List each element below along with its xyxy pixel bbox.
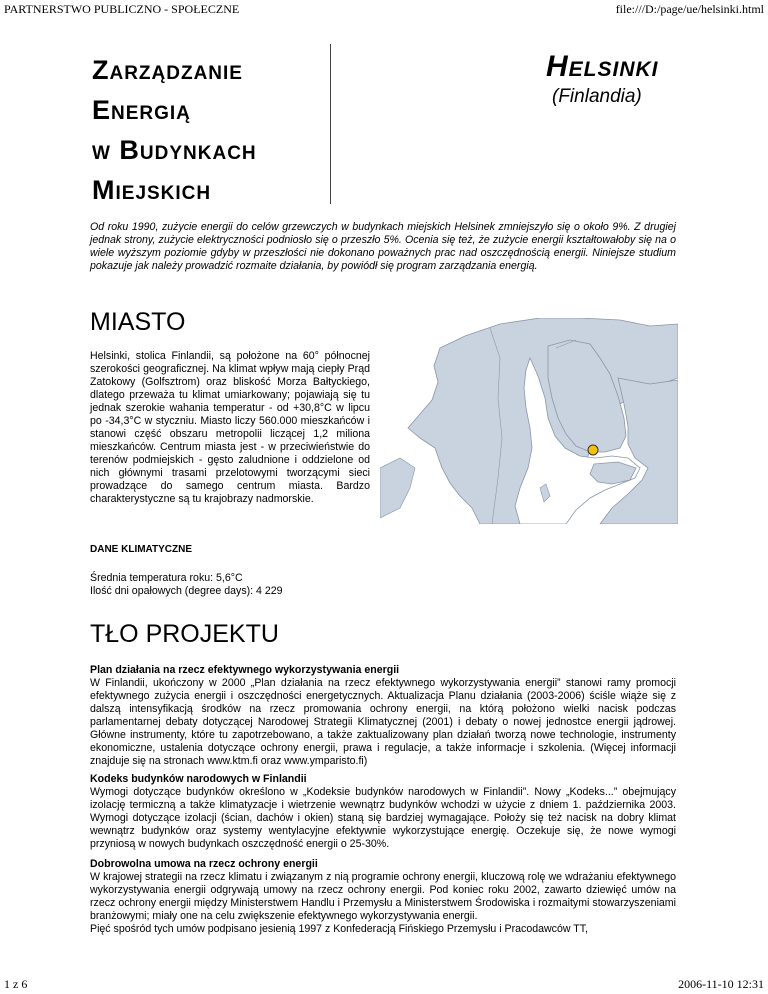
section-2-text: Wymogi dotyczące budynków określono w „Kodeksie budynków narodowych w Finlandii”. Nowy „Kodeks...” obejmujący izolację termiczną a także klimatyzacje i wietrzenie wewnątrz budynków wchodzi w użycie z dniem 1. października 2003. Wymogi dotyczące izolacji (ścian, dachów i okien) staną się bardziej wymagające. Położy się też nacisk na dobry klimat wewnątrz budynków oraz systemy wentylacyjne efektywnie wykorzystujące energię. Oczekuje się, że nowe wymogi przyniosą w nowych budynkach oszczędność energii o 25-30%. bbox=[90, 786, 676, 850]
project-heading: TŁO PROJEKTU bbox=[90, 620, 279, 648]
miasto-heading: MIASTO bbox=[90, 308, 186, 336]
climate-heading: DANE KLIMATYCZNE bbox=[90, 544, 193, 555]
title-line-3: w Budynkach bbox=[92, 135, 257, 165]
section-3-title: Dobrowolna umowa na rzecz ochrony energii bbox=[90, 858, 318, 870]
section-1-title: Plan działania na rzecz efektywnego wykorzystywania energii bbox=[90, 664, 400, 676]
climate-degree-days: Ilość dni opałowych (degree days): 4 229 bbox=[90, 585, 283, 597]
climate-avg-temp: Średnia temperatura roku: 5,6°C bbox=[90, 572, 243, 584]
print-timestamp: 2006-11-10 12:31 bbox=[678, 977, 764, 991]
project-section-1 bbox=[90, 664, 676, 768]
project-section-3 bbox=[90, 858, 676, 936]
country-name: (Finlandia) bbox=[552, 86, 642, 107]
title-divider bbox=[330, 44, 331, 204]
climate-data bbox=[90, 572, 283, 598]
print-header-url: file:///D:/page/ue/helsinki.html bbox=[615, 2, 764, 16]
helsinki-marker bbox=[588, 445, 598, 455]
city-name: Helsinki bbox=[546, 50, 659, 83]
section-2-title: Kodeks budynków narodowych w Finlandii bbox=[90, 773, 307, 785]
title-line-2: Energią bbox=[92, 95, 191, 125]
section-3-text-continued: Pięć spośród tych umów podpisano jesienią 1997 z Konfederacją Fińskiego Przemysłu i Pracodawców TT, bbox=[90, 923, 588, 935]
scandinavia-map bbox=[380, 318, 678, 524]
print-header-left: PARTNERSTWO PUBLICZNO - SPOŁECZNE bbox=[4, 2, 240, 16]
document-title bbox=[92, 50, 332, 210]
print-footer bbox=[0, 977, 768, 992]
section-1-text: W Finlandii, ukończony w 2000 „Plan działania na rzecz efektywnego wykorzystywania energii” stanowi ramy promocji efektywnego zużycia energii i oszczędności energetycznych. Aktualizacja Planu działania (2003-2006) ściśle wiąże się z dalszą intensyfikacją środków na rzecz promowania ochrony energii, na którą położono wielki nacisk podczas parlamentarnej debaty dotyczącej Narodowej Strategii Klimatycznej (2001) i debaty o nowej jednostce energii jądrowej. Główne instrumenty, które tu zapotrzebowano, a także zaktualizowany plan działań tworzą nowe technologie, instrumenty ekonomiczne, ustalenia dotyczące ochrony energii, prawa i regulacje, a także informacje i szkolenia. (Więcej informacji znajduje się na stronach www.ktm.fi oraz www.ymparisto.fi) bbox=[90, 677, 676, 767]
title-line-1: Zarządzanie bbox=[92, 55, 243, 85]
page-counter: 1 z 6 bbox=[4, 977, 28, 991]
city-title-block bbox=[546, 50, 659, 108]
miasto-paragraph: Helsinki, stolica Finlandii, są położone na 60° północnej szerokości geograficznej. Na klimat wpływ mają ciepły Prąd Zatokowy (Golfsztrom) oraz bliskość Morza Bałtyckiego, dlatego przeważa tu klimat umiarkowany; pojawiają się tu jednak szerokie wahania temperatur - od +30,8°C w lipcu po -34,3°C w styczniu. Miasto liczy 560.000 mieszkańców i stanowi część obszaru metropolii liczącej 1,2 miliona mieszkańców. Centrum miasta jest - w przeciwieństwie do terenów podmiejskich - gęsto zaludnione i oddzielone od nich głównymi trasami przelotowymi tworzącymi sieci prowadzące do samego centrum miasta. Bardzo charakterystyczne są tu krajobrazy nadmorskie. bbox=[90, 350, 370, 505]
section-3-text: W krajowej strategii na rzecz klimatu i związanym z nią programie ochrony energii, kluczową rolę we wdrażaniu efektywnego wykorzystywania energii odgrywają umowy na rzecz ochrony energii. Pod koniec roku 2002, zawarto dziewięć umów na rzecz ochrony energii między Ministerstwem Handlu i Przemysłu a Ministerstwem Środowiska i rozmaitymi stowarzyszeniami branżowymi; miały one na celu zwiększenie efektywnego wykorzystywania energii. bbox=[90, 871, 676, 922]
print-header bbox=[0, 2, 768, 17]
intro-paragraph: Od roku 1990, zużycie energii do celów grzewczych w budynkach miejskich Helsinek zmniejszyło się o około 9%. Z drugiej jednak strony, zużycie elektryczności podniosło się o przeszło 5%. Ocenia się też, że zużycie energii kształtowałoby się na o wiele wyższym poziomie gdyby w przeszłości nie dokonano poważnych prac nad oszczędnością energii. Niniejsze studium pokazuje jak należy prowadzić rozmaite działania, by powiódł się program zarządzania energią. bbox=[90, 221, 676, 272]
project-section-2 bbox=[90, 773, 676, 851]
title-line-4: Miejskich bbox=[92, 175, 212, 205]
